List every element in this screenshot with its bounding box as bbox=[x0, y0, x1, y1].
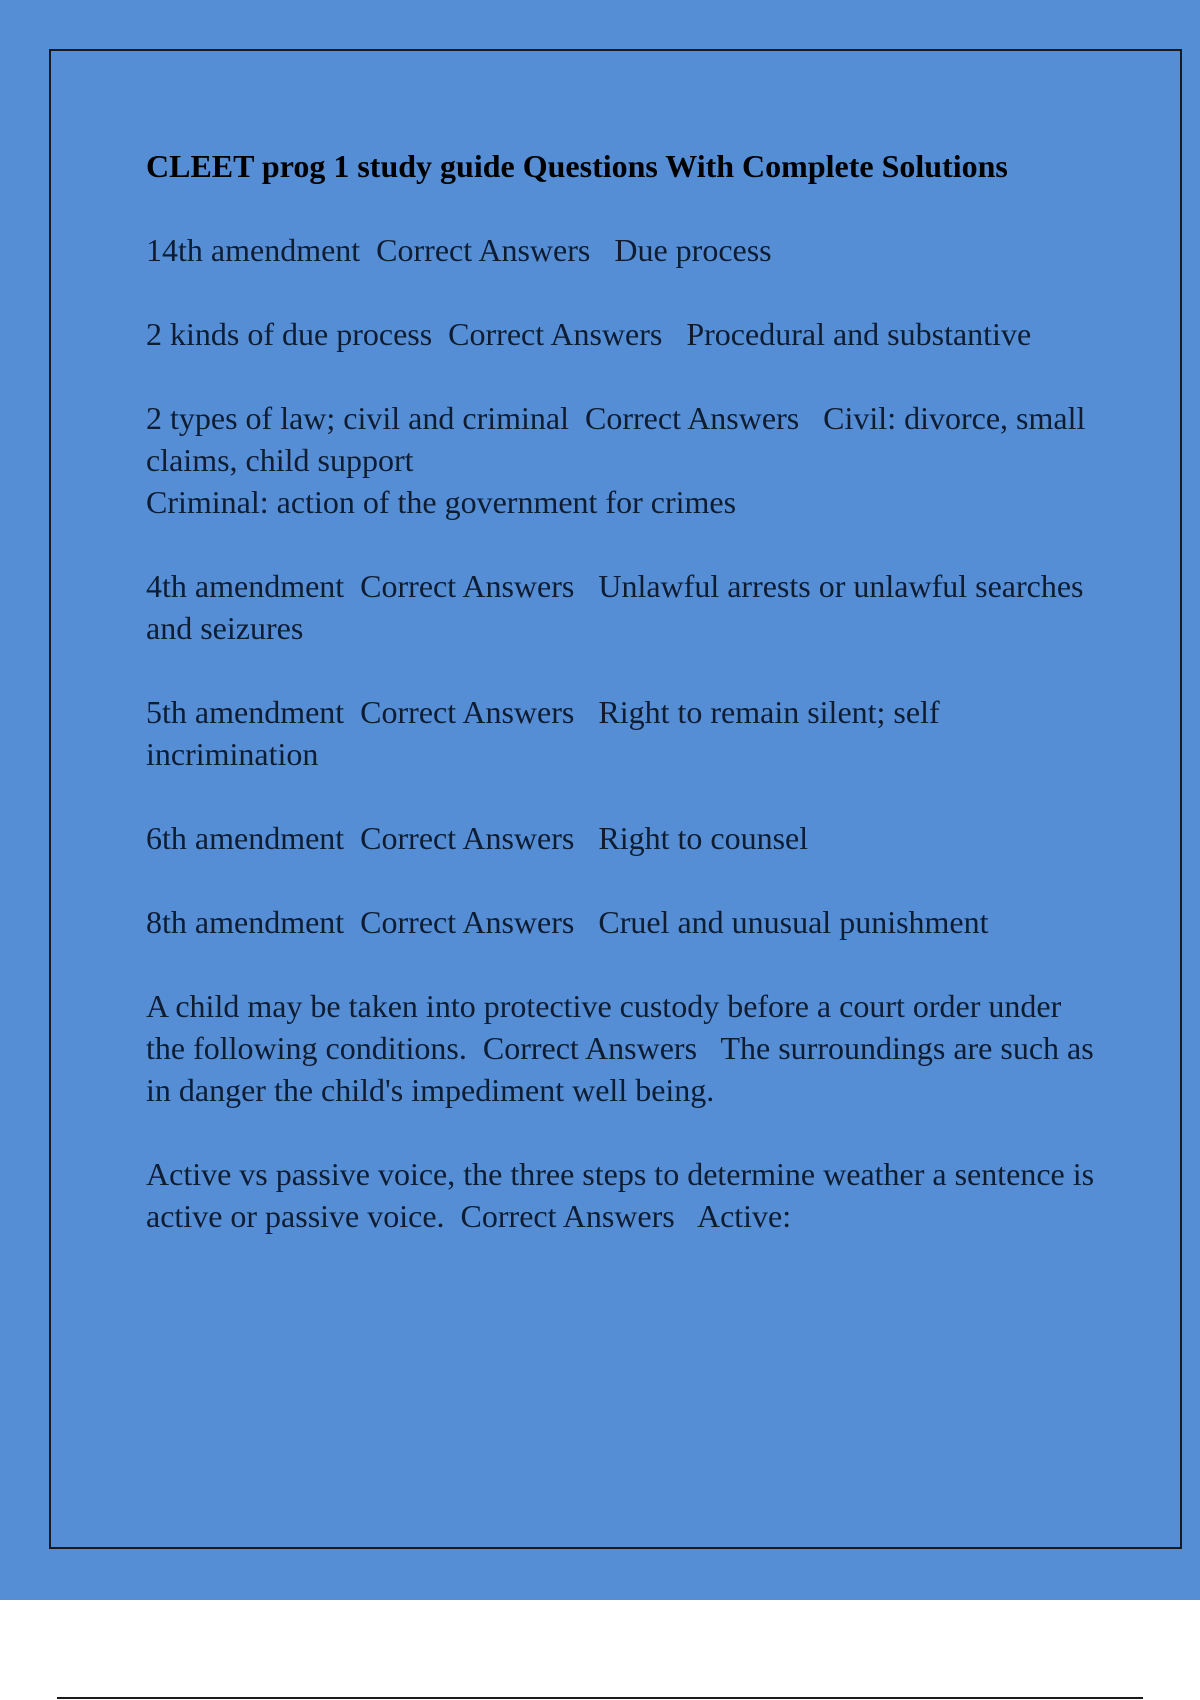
qa-item bbox=[146, 565, 1096, 649]
qa-item bbox=[146, 313, 1096, 355]
question-text: 14th amendment bbox=[146, 232, 361, 268]
question-text: Active vs passive voice, the three steps to determine weather a sentence is active or passive voice. bbox=[146, 1156, 1103, 1234]
answer-separator: Correct Answers bbox=[360, 904, 575, 940]
answer-text: The surroundings are such as in danger the child's impediment well being. bbox=[146, 1030, 1102, 1108]
question-text: 8th amendment bbox=[146, 904, 345, 940]
qa-item bbox=[146, 691, 1096, 775]
answer-text: Due process bbox=[614, 232, 772, 268]
question-text: 2 kinds of due process bbox=[146, 316, 433, 352]
question-text: 6th amendment bbox=[146, 820, 345, 856]
answer-separator: Correct Answers bbox=[460, 1198, 675, 1234]
answer-separator: Correct Answers bbox=[360, 568, 575, 604]
answer-text: Civil: divorce, small claims, child support Criminal: action of the government for crimes bbox=[146, 400, 1086, 520]
qa-item bbox=[146, 901, 1096, 943]
question-text: 2 types of law; civil and criminal bbox=[146, 400, 569, 436]
footer-rule bbox=[57, 1697, 1143, 1699]
qa-item bbox=[146, 229, 1096, 271]
answer-separator: Correct Answers bbox=[585, 400, 800, 436]
answer-separator: Correct Answers bbox=[376, 232, 591, 268]
document-body bbox=[146, 145, 1103, 1279]
answer-separator: Correct Answers bbox=[482, 1030, 698, 1066]
qa-item bbox=[146, 1153, 1103, 1237]
question-text: 4th amendment bbox=[146, 568, 345, 604]
qa-item bbox=[146, 397, 1096, 523]
answer-text: Right to remain silent; self incrimination bbox=[146, 694, 948, 772]
answer-text: Active: bbox=[696, 1198, 792, 1234]
document-title: CLEET prog 1 study guide Questions With Complete Solutions bbox=[146, 148, 1008, 184]
answer-text: Unlawful arrests or unlawful searches and seizures bbox=[146, 568, 1092, 646]
answer-separator: Correct Answers bbox=[360, 694, 575, 730]
answer-text: Right to counsel bbox=[598, 820, 809, 856]
answer-separator: Correct Answers bbox=[448, 316, 663, 352]
question-text: 5th amendment bbox=[146, 694, 345, 730]
answer-text: Procedural and substantive bbox=[686, 316, 1032, 352]
qa-item bbox=[146, 817, 1096, 859]
qa-item bbox=[146, 985, 1102, 1111]
answer-text: Cruel and unusual punishment bbox=[598, 904, 989, 940]
question-text: A child may be taken into protective custody before a court order under the following conditions. bbox=[146, 988, 1070, 1066]
answer-separator: Correct Answers bbox=[360, 820, 575, 856]
